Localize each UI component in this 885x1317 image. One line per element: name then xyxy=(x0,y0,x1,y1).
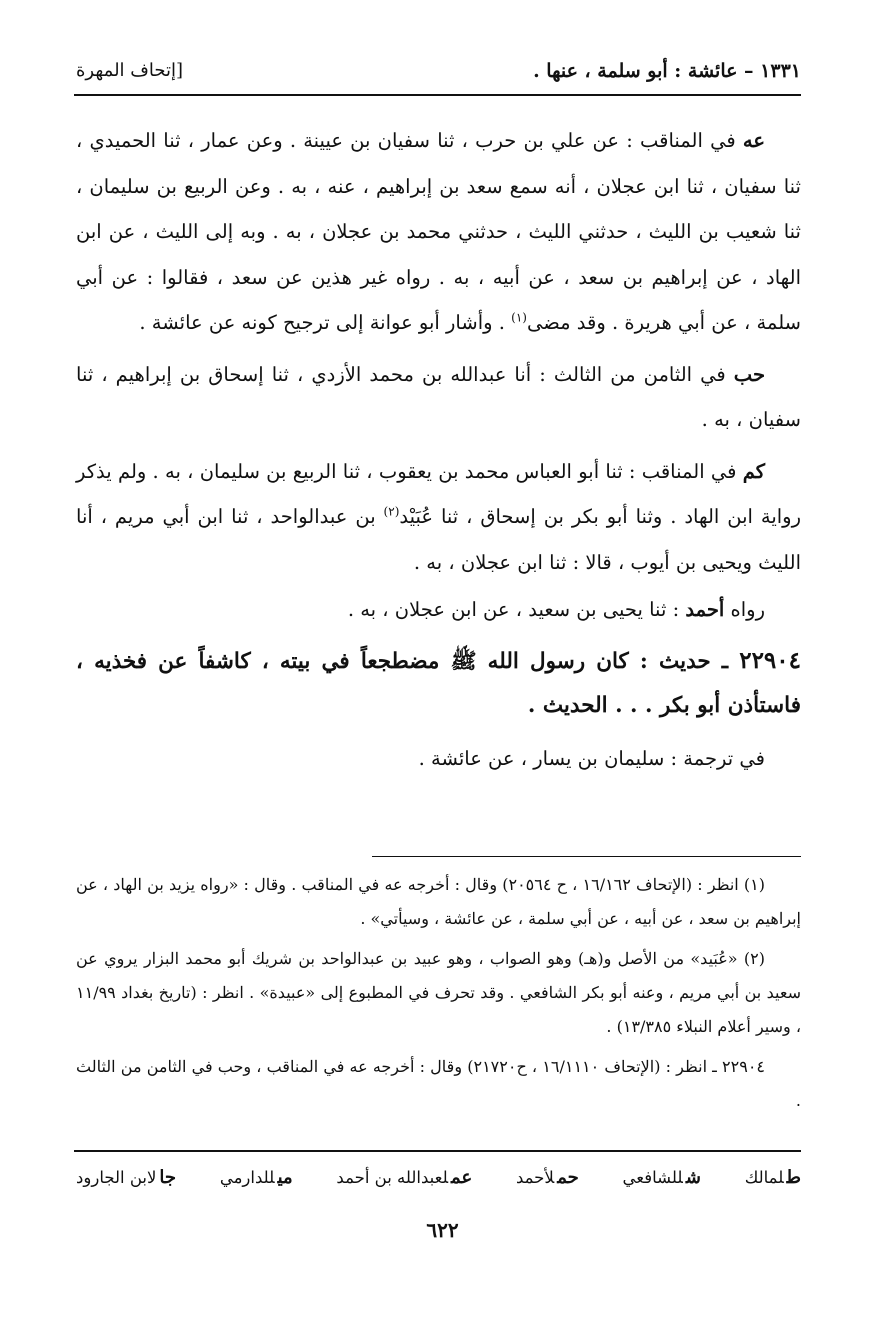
paragraph-km xyxy=(76,449,801,586)
abbreviation-code: مي xyxy=(277,1167,293,1188)
abbreviation-item xyxy=(336,1163,472,1193)
abbreviations-rule xyxy=(74,1150,801,1152)
abbreviation-name: لعبدالله بن أحمد xyxy=(336,1168,449,1187)
abbreviation-code: عم xyxy=(451,1167,473,1188)
abbreviation-name: لأحمد xyxy=(515,1168,555,1187)
abbreviation-name: لابن الجارود xyxy=(76,1168,157,1187)
abbreviation-code: ط xyxy=(786,1167,801,1188)
footnote-2: (٢) «عُبَيد» من الأصل و(هـ) وهو الصواب ، وهو عبيد بن عبدالواحد بن شريك أبو محمد البزار يروي عن سعيد بن أبي مريم ، وعنه أبو بكر الشافعي . وقد تحرف في المطبوع إلى «عبيدة» . انظر : (تاريخ بغداد ١١/٩٩ ، وسير أعلام النبلاء ١٣/٣٨٥) . xyxy=(76,949,801,1036)
abbreviation-code: ش xyxy=(685,1167,701,1188)
main-text xyxy=(76,118,801,781)
paragraph-lead: رواه xyxy=(724,598,765,621)
abbreviation-name: للدارمي xyxy=(219,1168,275,1187)
source-symbol: أحمد xyxy=(685,598,725,621)
footnotes xyxy=(76,868,801,1124)
paragraph-text: في الثامن من الثالث : أنا عبدالله بن محمد الأزدي ، ثنا إسحاق بن إبراهيم ، ثنا سفيان ، به . xyxy=(76,362,801,431)
abbreviations-legend xyxy=(76,1163,801,1193)
paragraph-text-end: . وأشار أبو عوانة إلى ترجيح كونه عن عائشة . xyxy=(139,311,512,334)
hadith-number: ٢٢٩٠٤ xyxy=(739,646,801,674)
paragraph-text: في المناقب : عن علي بن حرب ، ثنا سفيان بن عيينة . وعن عمار ، ثنا الحميدي ، ثنا سفيان ، ثنا ابن عجلان ، أنه سمع سعد بن إبراهيم ، عنه ، به . وعن الربيع بن سليمان ، ثنا شعيب بن الليث ، حدثني الليث ، حدثني محمد بن عجلان ، به . وبه إلى الليث ، عن ابن الهاد ، عن إبراهيم بن سعد ، عن أبيه ، به . رواه غير هذين عن سعد ، فقالوا : عن أبي سلمة ، عن أبي هريرة . وقد مضى xyxy=(76,129,801,334)
paragraph-text: : ثنا يحيى بن سعيد ، عن ابن عجلان ، به . xyxy=(347,598,686,621)
book-title: [إتحاف المهرة xyxy=(76,60,184,81)
abbreviation-item xyxy=(516,1163,579,1193)
abbreviation-code: حم xyxy=(557,1167,579,1188)
source-symbol: عه xyxy=(742,129,765,152)
abbreviation-item xyxy=(220,1163,293,1193)
footnote-3: ٢٢٩٠٤ ـ انظر : (الإتحاف ١٦/١١١٠ ، ح٢١٧٢٠) وقال : أخرجه عه في المناقب ، وحب في الثامن من الثالث . xyxy=(76,1057,801,1110)
hadith-text: ـ حديث : كان رسول الله ﷺ مضطجعاً في بيته ، كاشفاً عن فخذيه ، فاستأذن أبو بكر . . . الحديث . xyxy=(76,648,801,718)
footnote-1: (١) انظر : (الإتحاف ١٦/١٦٢ ، ح ٢٠٥٦٤) وقال : أخرجه عه في المناقب . وقال : «رواه يزيد بن الهاد ، عن إبراهيم بن سعد ، عن أبيه ، عن أبي سلمة ، عن عائشة ، وسيأتي» . xyxy=(76,875,801,928)
source-symbol: كم xyxy=(742,459,765,483)
section-title: ١٣٣١ – عائشة : أبو سلمة ، عنها . xyxy=(533,60,801,82)
page-header xyxy=(76,52,801,92)
abbreviation-name: لمالك xyxy=(744,1168,784,1187)
paragraph-text: في المناقب : ثنا أبو العباس محمد بن يعقوب ، ثنا الربيع بن سليمان ، به . ولم يذكر رواية ابن الهاد . وثنا أبو بكر بن إسحاق ، ثنا عُبَيْد xyxy=(76,459,801,528)
abbreviation-item xyxy=(623,1163,701,1193)
paragraph-ahmad xyxy=(76,587,801,633)
paragraph-ah xyxy=(76,118,801,346)
abbreviation-item xyxy=(745,1163,801,1193)
abbreviation-item xyxy=(76,1163,176,1193)
abbreviation-code: جا xyxy=(159,1167,177,1188)
paragraph-hb xyxy=(76,352,801,443)
source-symbol: حب xyxy=(733,362,765,386)
page-number: ٦٢٢ xyxy=(426,1218,459,1242)
hadith-entry xyxy=(76,639,801,728)
paragraph-text-end: بن عبدالواحد ، ثنا ابن أبي مريم ، أنا الليث ويحيى بن أيوب ، قالا : ثنا ابن عجلان ، به . xyxy=(76,505,801,574)
footnote-ref[interactable]: (١) xyxy=(511,310,527,325)
header-rule xyxy=(74,94,801,96)
footnote-ref[interactable]: (٢) xyxy=(383,504,400,519)
footnote-separator xyxy=(372,856,801,857)
abbreviation-name: للشافعي xyxy=(622,1168,683,1187)
cross-reference: في ترجمة : سليمان بن يسار ، عن عائشة . xyxy=(418,746,765,770)
